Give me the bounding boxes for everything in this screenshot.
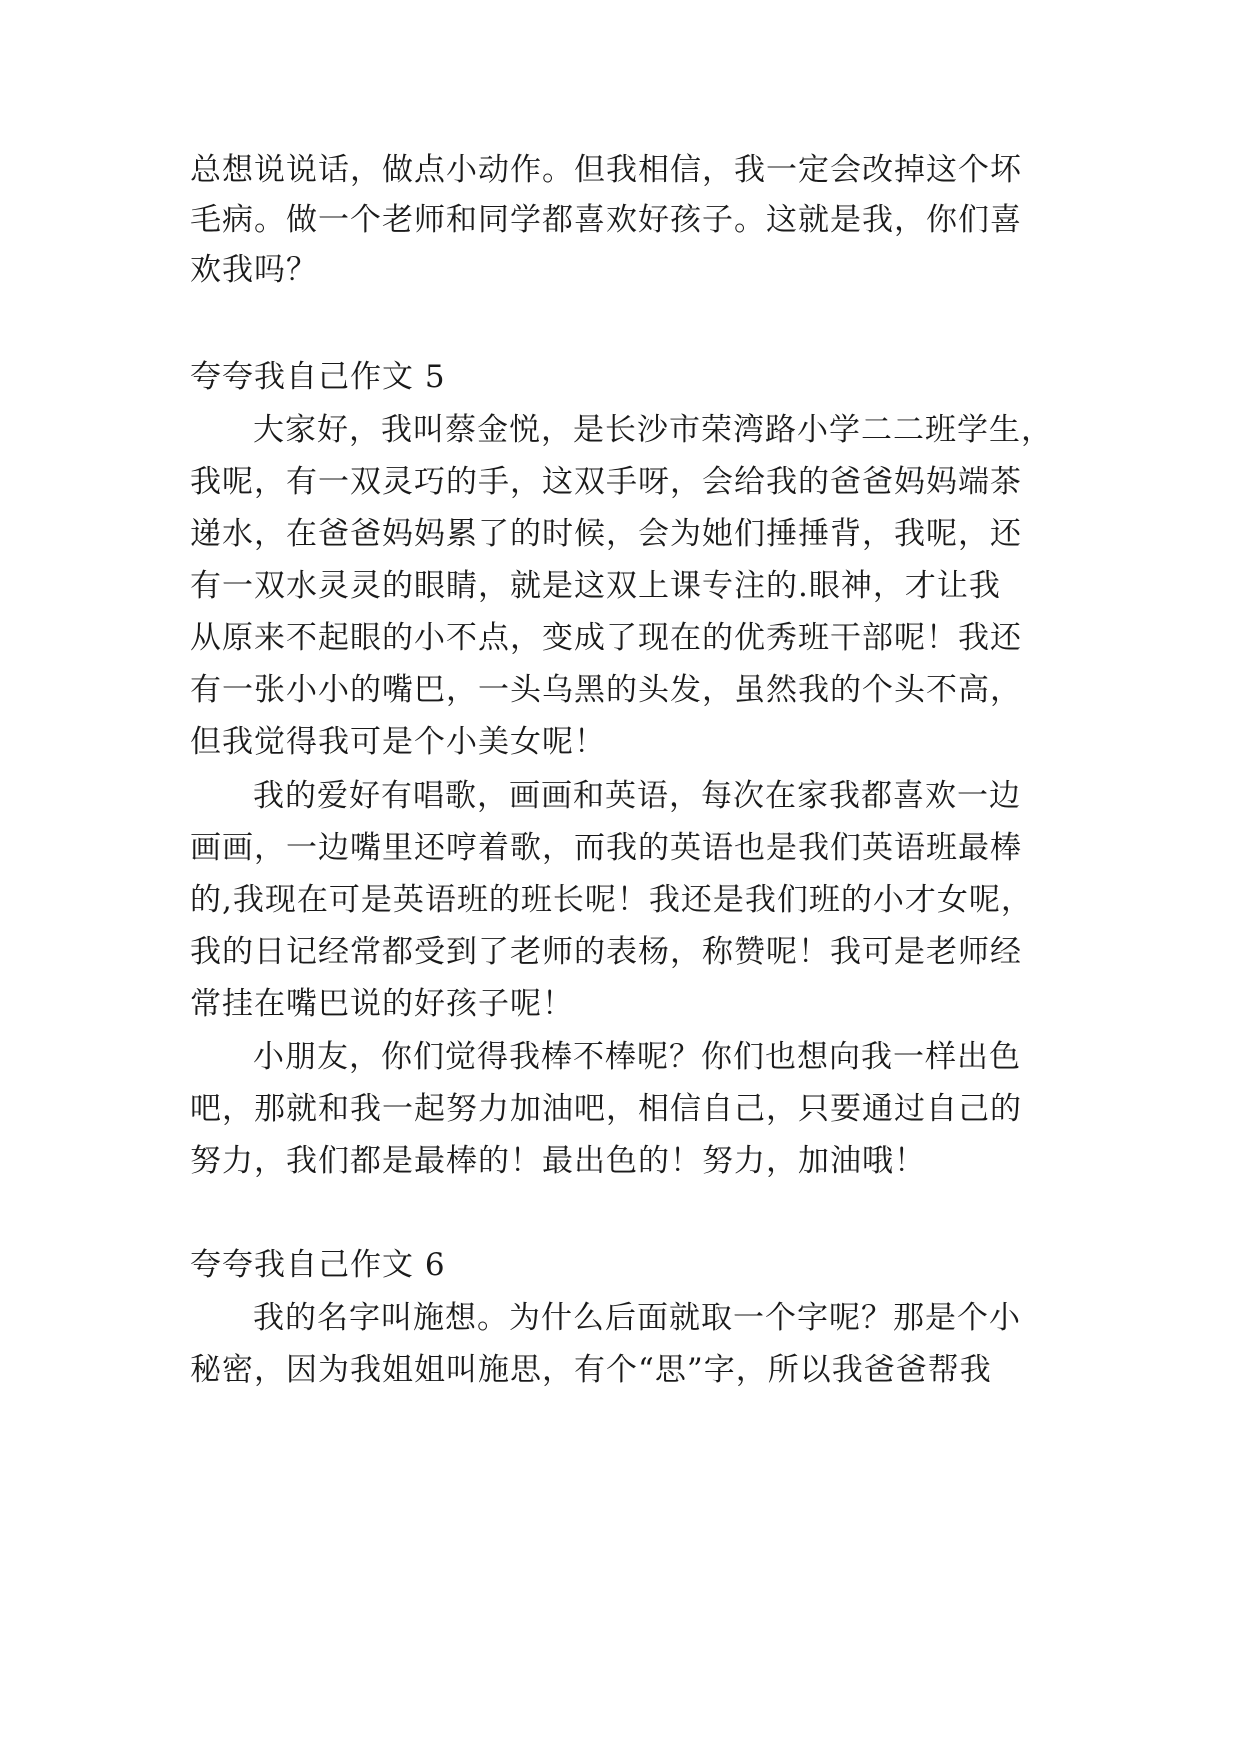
text-line: 从原来不起眼的小不点，变成了现在的优秀班干部呢！我还 bbox=[190, 620, 1022, 656]
text-line: 总想说说话，做点小动作。但我相信，我一定会改掉这个坏 bbox=[190, 152, 1022, 188]
text-line: 画画，一边嘴里还哼着歌，而我的英语也是我们英语班最棒 bbox=[190, 830, 1022, 866]
text-line: 大家好，我叫蔡金悦，是长沙市荣湾路小学二二班学生， bbox=[253, 412, 1053, 448]
text-line: 我的爱好有唱歌，画画和英语，每次在家我都喜欢一边 bbox=[253, 778, 1021, 814]
text-line: 我的名字叫施想。为什么后面就取一个字呢？那是个小 bbox=[253, 1300, 1021, 1336]
essay-6-title: 夸夸我自己作文 6 bbox=[190, 1247, 446, 1283]
text-line: 欢我吗？ bbox=[190, 252, 318, 288]
text-line: 小朋友，你们觉得我棒不棒呢？你们也想向我一样出色 bbox=[253, 1039, 1021, 1075]
text-line: 秘密，因为我姐姐叫施思，有个“思”字，所以我爸爸帮我 bbox=[190, 1352, 992, 1388]
text-line: 吧，那就和我一起努力加油吧，相信自己，只要通过自己的 bbox=[190, 1091, 1022, 1127]
text-line: 的,我现在可是英语班的班长呢！我还是我们班的小才女呢， bbox=[190, 882, 1033, 918]
essay-5-title: 夸夸我自己作文 5 bbox=[190, 359, 446, 395]
text-line: 有一张小小的嘴巴，一头乌黑的头发，虽然我的个头不高， bbox=[190, 672, 1022, 708]
text-line: 我的日记经常都受到了老师的表杨，称赞呢！我可是老师经 bbox=[190, 934, 1022, 970]
text-line: 但我觉得我可是个小美女呢！ bbox=[190, 724, 606, 760]
text-line: 有一双水灵灵的眼睛，就是这双上课专注的.眼神，才让我 bbox=[190, 568, 1001, 604]
text-line: 我呢，有一双灵巧的手，这双手呀，会给我的爸爸妈妈端茶 bbox=[190, 464, 1022, 500]
text-line: 毛病。做一个老师和同学都喜欢好孩子。这就是我，你们喜 bbox=[190, 202, 1022, 238]
text-line: 常挂在嘴巴说的好孩子呢！ bbox=[190, 986, 574, 1022]
text-line: 努力，我们都是最棒的！最出色的！努力，加油哦！ bbox=[190, 1143, 926, 1179]
text-line: 递水，在爸爸妈妈累了的时候，会为她们捶捶背，我呢，还 bbox=[190, 516, 1022, 552]
